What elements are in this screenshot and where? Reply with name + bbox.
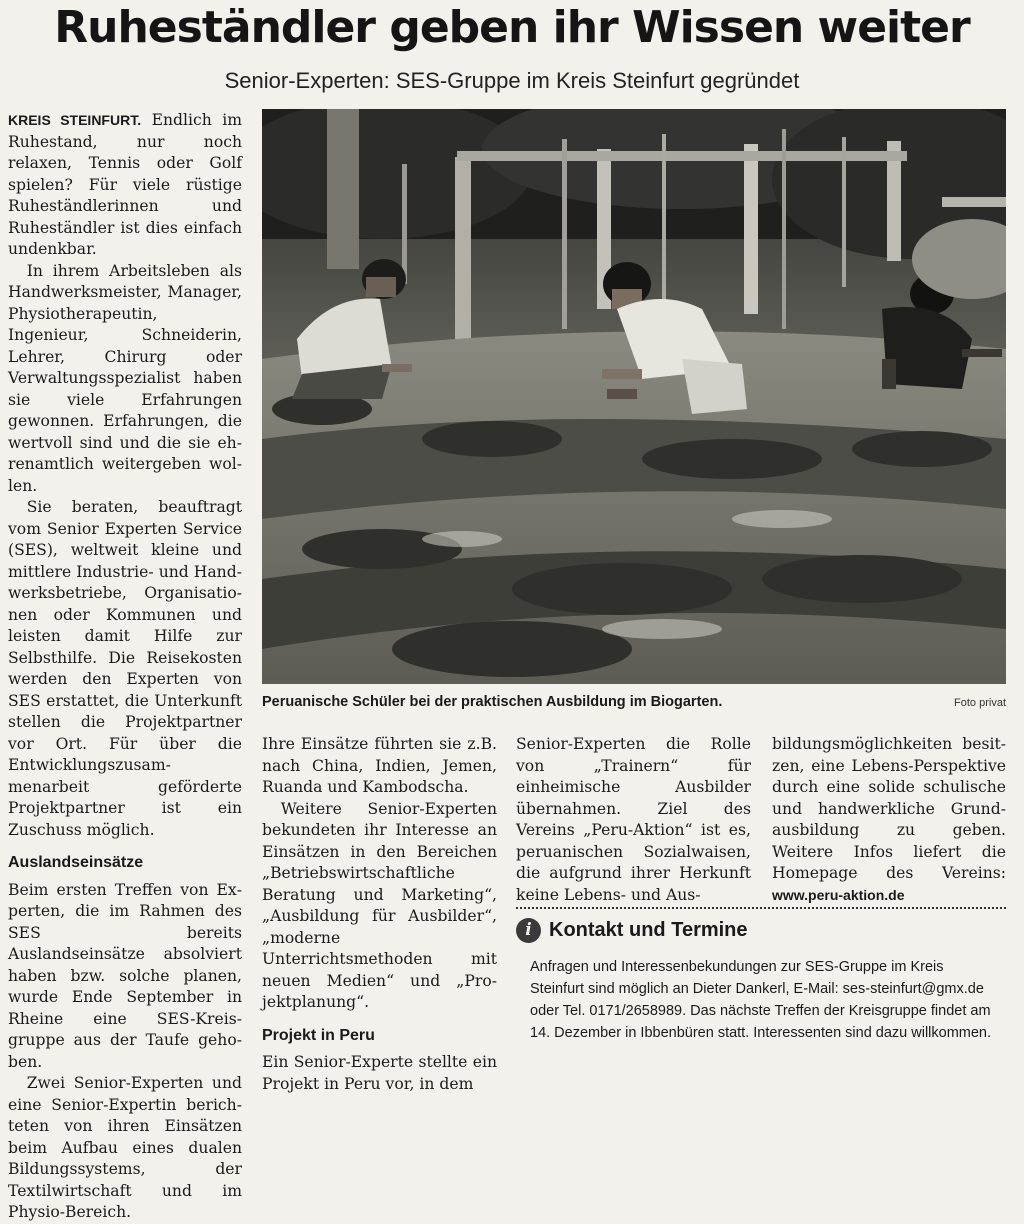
paragraph: Sie beraten, beauftragt vom Senior Experten Service (SES), weltweit kleine und mittlere Industrie- und Handwerksbetriebe, Organisationen oder Kommunen und leisten damit Hilfe zur Selbsthilfe. Die Reisekosten werden den Experten von SES erstattet, die Unterkunft stellen die Projektpartner vor Ort. Für über die Entwicklungszusammenarbeit geförderte Projektpartner ist ein Zuschuss möglich. bbox=[8, 498, 242, 839]
paragraph-text: Endlich im Ruhestand, nur noch relaxen, Tennis oder Golf spielen? Für viele rüstige Ruheständlerinnen und Ruheständler ist dies einfach undenkbar. bbox=[8, 111, 242, 258]
section-heading: Auslandseinsätze bbox=[8, 854, 144, 871]
paragraph: In ihrem Arbeitsleben als Handwerksmeister, Manager, Physiotherapeutin, Ingenieur, Schneiderin, Lehrer, Chirurg oder Verwaltungsspezialist haben sie viele Erfahrungen gewonnen. Erfahrungen, die wertvoll sind und die sie ehrenamtlich weitergeben wollen. bbox=[8, 261, 242, 495]
paragraph-text: bildungsmöglichkeiten besitzen, eine Lebens-Perspektive durch eine solide schulische und handwerkliche Grundausbildung zu geben. Weitere Infos liefert die Homepage des Vereins: bbox=[772, 735, 1006, 882]
contact-box-heading: Kontakt und Termine bbox=[549, 919, 748, 941]
subheadline: Senior-Experten: SES-Gruppe im Kreis Steinfurt gegründet bbox=[224, 68, 800, 93]
headline: Ruheständler geben ihr Wissen weiter bbox=[54, 2, 970, 53]
paragraph: Beim ersten Treffen von Experten, die im Rahmen des SES bereits Auslandseinsätze absolviert haben bzw. solche planen, wurde Ende September in Rheine eine SES-Kreisgruppe aus der Taufe gehoben. bbox=[8, 880, 242, 1071]
photo-caption: Peruanische Schüler bei der praktischen Ausbildung im Biogarten. bbox=[262, 694, 723, 710]
paragraph bbox=[772, 734, 1006, 906]
article-column-2 bbox=[262, 734, 497, 1095]
info-icon: i bbox=[516, 918, 541, 943]
article-column-1 bbox=[8, 110, 242, 1224]
article-column-4 bbox=[772, 734, 1006, 906]
article-column-3 bbox=[516, 734, 751, 906]
contact-box-title bbox=[516, 918, 748, 943]
garden-photo bbox=[262, 109, 1006, 684]
section-heading: Projekt in Peru bbox=[262, 1026, 375, 1044]
paragraph: Senior-Experten die Rolle von „Trainern“ für einheimische Ausbilder übernahmen. Ziel des Vereins „Peru-Aktion“ ist es, peruanischen Sozialwaisen, die aufgrund ihrer Herkunft keine Lebens- und Aus- bbox=[516, 735, 751, 904]
contact-box-text: Anfragen und Interessenbekundungen zur SES-Gruppe im Kreis Steinfurt sind möglich an Dieter Dankerl, E-Mail: ses-steinfurt@gmx.de oder Tel. 0171/2658989. Das nächste Treffen der Kreisgruppe findet am 14. Dezember in Ibbenbüren statt. Interessenten sind dazu willkommen. bbox=[530, 959, 992, 1041]
paragraph: Weitere Senior-Experten bekundeten ihr Interesse an Einsätzen in den Bereichen „Betriebswirtschaftliche Beratung und Marketing“, „Ausbildung für Ausbilder“, „moderne Unterrichtsmethoden mit neuen Medien“ und „Projektplanung“. bbox=[262, 799, 497, 1011]
photo-credit: Foto privat bbox=[954, 697, 1006, 709]
paragraph: Ein Senior-Experte stellte ein Projekt in Peru vor, in dem bbox=[262, 1053, 497, 1093]
dateline: KREIS STEINFURT. bbox=[8, 112, 142, 128]
dotted-divider bbox=[516, 907, 1006, 909]
homepage-link[interactable]: www.peru-aktion.de bbox=[772, 886, 905, 903]
paragraph: Ihre Einsätze führten sie z.B. nach China, Indien, Jemen, Ruanda und Kambodscha. bbox=[262, 735, 497, 796]
paragraph: Zwei Senior-Experten und eine Senior-Expertin berichteten von ihren Einsätzen beim Aufbau eines dualen Bildungssystems, der Textilwirtschaft und im Physio-Bereich. bbox=[8, 1074, 242, 1221]
paragraph bbox=[8, 110, 242, 261]
